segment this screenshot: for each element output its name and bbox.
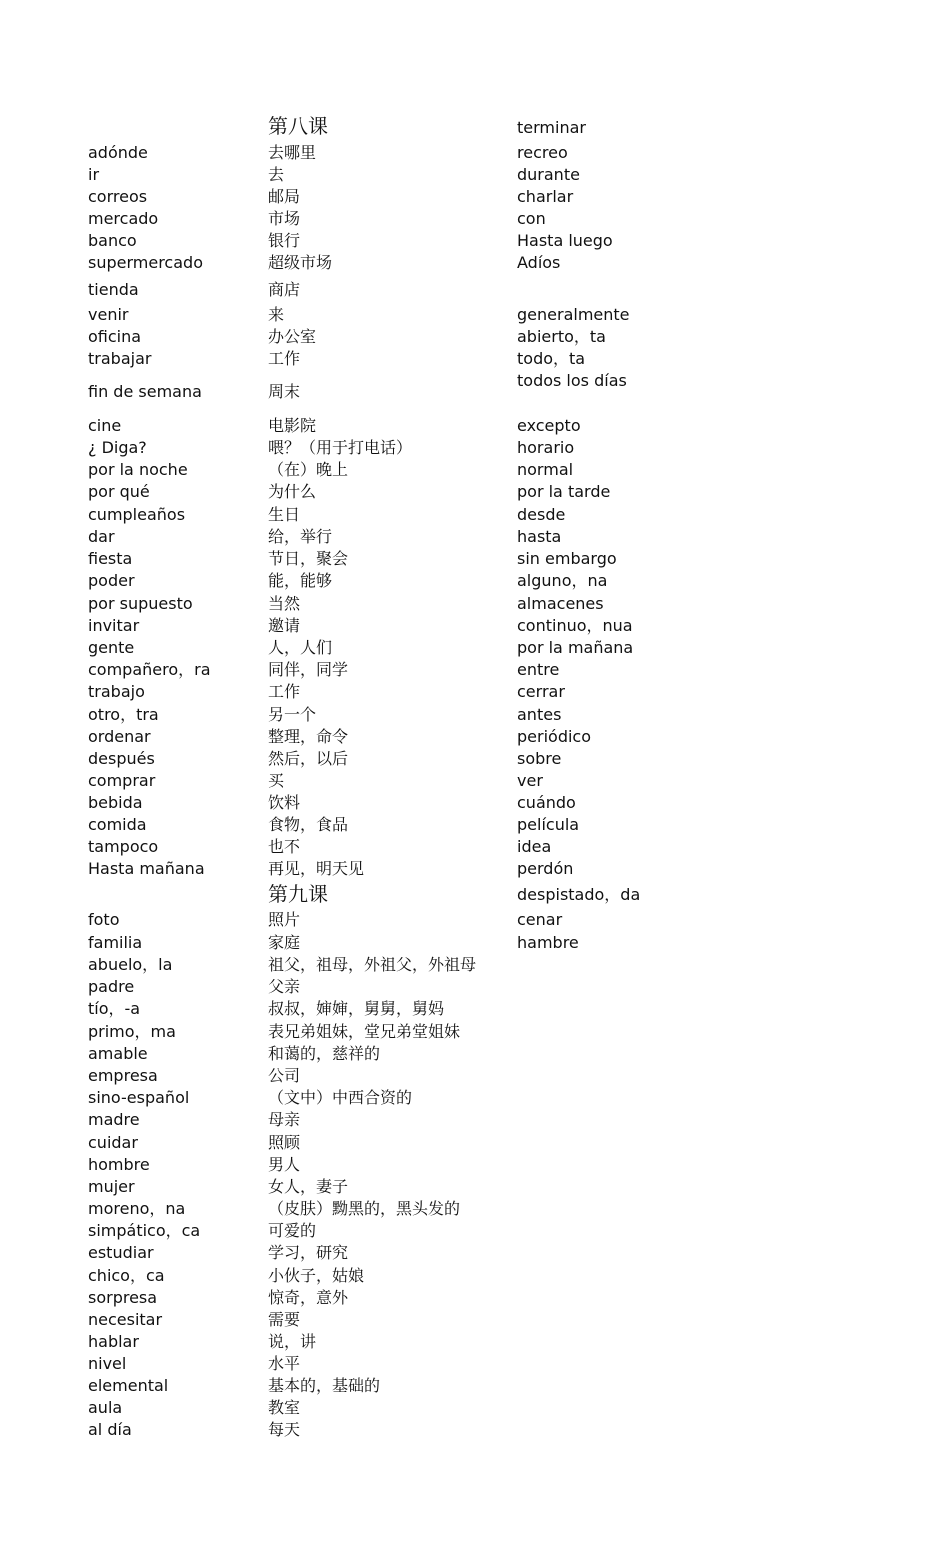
spanish-word: madre [88, 1110, 140, 1129]
spanish-word: alguno，na [517, 571, 608, 590]
spanish-word: supermercado [88, 253, 203, 272]
spanish-word: cuidar [88, 1133, 138, 1152]
chinese-translation: 父亲 [268, 977, 301, 996]
chinese-translation: 工作 [268, 682, 301, 701]
spanish-word: hambre [517, 933, 579, 952]
spanish-word: abuelo，la [88, 955, 173, 974]
spanish-word: simpático，ca [88, 1221, 201, 1240]
spanish-word: estudiar [88, 1243, 154, 1262]
spanish-word: gente [88, 638, 135, 657]
spanish-word: cine [88, 416, 122, 435]
spanish-word: sorpresa [88, 1288, 158, 1307]
chinese-translation: 母亲 [268, 1110, 301, 1129]
spanish-word: almacenes [517, 594, 604, 613]
chinese-translation: 公司 [268, 1066, 301, 1085]
spanish-word: moreno，na [88, 1199, 186, 1218]
spanish-word: elemental [88, 1376, 169, 1395]
spanish-word: excepto [517, 416, 581, 435]
spanish-word: perdón [517, 859, 574, 878]
spanish-word: hasta [517, 527, 562, 546]
spanish-word: antes [517, 705, 562, 724]
chinese-translation: 饮料 [268, 793, 301, 812]
spanish-word: ¿ Diga? [88, 438, 147, 457]
spanish-word: charlar [517, 187, 574, 206]
spanish-word: tampoco [88, 837, 159, 856]
chinese-translation: 食物，食品 [268, 815, 349, 834]
spanish-word: por qué [88, 482, 150, 501]
chinese-translation: 惊奇，意外 [268, 1288, 349, 1307]
chinese-translation: （皮肤）黝黑的，黑头发的 [268, 1199, 461, 1218]
spanish-word: por supuesto [88, 594, 193, 613]
spanish-word: todos los días [517, 371, 627, 390]
lesson-9-heading: 第九课 [268, 882, 328, 906]
spanish-word: sin embargo [517, 549, 617, 568]
spanish-word: padre [88, 977, 135, 996]
spanish-word: todo，ta [517, 349, 586, 368]
spanish-word: otro，tra [88, 705, 159, 724]
spanish-word: mujer [88, 1177, 135, 1196]
chinese-translation: 为什么 [268, 482, 317, 501]
chinese-translation: 照顾 [268, 1133, 301, 1152]
chinese-translation: 祖父，祖母，外祖父，外祖母 [268, 955, 477, 974]
chinese-translation: 去哪里 [268, 143, 317, 162]
spanish-word: chico，ca [88, 1266, 165, 1285]
spanish-word: oficina [88, 327, 142, 346]
spanish-word: amable [88, 1044, 148, 1063]
spanish-word: bebida [88, 793, 143, 812]
spanish-word: al día [88, 1420, 132, 1439]
spanish-word: tío，-a [88, 999, 141, 1018]
spanish-word: Hasta luego [517, 231, 613, 250]
spanish-word: cenar [517, 910, 563, 929]
spanish-word: cuándo [517, 793, 576, 812]
spanish-word: tienda [88, 280, 139, 299]
spanish-word: Adíos [517, 253, 561, 272]
chinese-translation: 表兄弟姐妹，堂兄弟堂姐妹 [268, 1022, 461, 1041]
spanish-word: despistado，da [517, 885, 641, 904]
chinese-translation: 能，能够 [268, 571, 333, 590]
chinese-translation: 另一个 [268, 705, 317, 724]
spanish-word: después [88, 749, 155, 768]
chinese-translation: 市场 [268, 209, 301, 228]
spanish-word: por la tarde [517, 482, 611, 501]
spanish-word: trabajo [88, 682, 145, 701]
spanish-word: sobre [517, 749, 562, 768]
spanish-word: entre [517, 660, 560, 679]
spanish-word: mercado [88, 209, 159, 228]
spanish-word: terminar [517, 118, 586, 137]
chinese-translation: 去 [268, 165, 285, 184]
chinese-translation: 照片 [268, 910, 301, 929]
chinese-translation: 生日 [268, 505, 301, 524]
chinese-translation: 当然 [268, 594, 301, 613]
spanish-word: fiesta [88, 549, 133, 568]
chinese-translation: 来 [268, 305, 285, 324]
spanish-word: primo，ma [88, 1022, 176, 1041]
spanish-word: venir [88, 305, 129, 324]
spanish-word: abierto，ta [517, 327, 606, 346]
chinese-translation: 女人，妻子 [268, 1177, 349, 1196]
spanish-word: por la mañana [517, 638, 634, 657]
spanish-word: adónde [88, 143, 148, 162]
spanish-word: desde [517, 505, 566, 524]
chinese-translation: 喂？（用于打电话） [268, 438, 413, 457]
chinese-translation: 需要 [268, 1310, 301, 1329]
chinese-translation: 家庭 [268, 933, 301, 952]
spanish-word: correos [88, 187, 148, 206]
chinese-translation: 买 [268, 771, 285, 790]
spanish-word: idea [517, 837, 552, 856]
chinese-translation: 给，举行 [268, 527, 333, 546]
chinese-translation: 商店 [268, 280, 301, 299]
chinese-translation: 基本的，基础的 [268, 1376, 381, 1395]
spanish-word: ir [88, 165, 100, 184]
chinese-translation: 办公室 [268, 327, 317, 346]
spanish-word: horario [517, 438, 575, 457]
chinese-translation: 再见，明天见 [268, 859, 365, 878]
chinese-translation: 邀请 [268, 616, 301, 635]
spanish-word: recreo [517, 143, 568, 162]
chinese-translation: 学习，研究 [268, 1243, 349, 1262]
chinese-translation: 叔叔，婶婶，舅舅，舅妈 [268, 999, 445, 1018]
chinese-translation: 节日，聚会 [268, 549, 349, 568]
chinese-translation: 小伙子，姑娘 [268, 1266, 365, 1285]
chinese-translation: 银行 [268, 231, 301, 250]
spanish-word: ver [517, 771, 543, 790]
spanish-word: película [517, 815, 580, 834]
chinese-translation: 电影院 [268, 416, 317, 435]
spanish-word: aula [88, 1398, 123, 1417]
spanish-word: trabajar [88, 349, 152, 368]
chinese-translation: 说，讲 [268, 1332, 317, 1351]
spanish-word: empresa [88, 1066, 158, 1085]
spanish-word: hombre [88, 1155, 150, 1174]
chinese-translation: 也不 [268, 837, 301, 856]
chinese-translation: 同伴，同学 [268, 660, 349, 679]
chinese-translation: 每天 [268, 1420, 301, 1439]
chinese-translation: （在）晚上 [268, 460, 349, 479]
spanish-word: generalmente [517, 305, 630, 324]
chinese-translation: 超级市场 [268, 253, 333, 272]
chinese-translation: 和蔼的，慈祥的 [268, 1044, 381, 1063]
spanish-word: ordenar [88, 727, 151, 746]
spanish-word: Hasta mañana [88, 859, 205, 878]
spanish-word: hablar [88, 1332, 139, 1351]
chinese-translation: （文中）中西合资的 [268, 1088, 413, 1107]
spanish-word: durante [517, 165, 580, 184]
spanish-word: dar [88, 527, 115, 546]
spanish-word: fin de semana [88, 382, 202, 401]
spanish-word: necesitar [88, 1310, 163, 1329]
spanish-word: comida [88, 815, 147, 834]
spanish-word: sino-español [88, 1088, 190, 1107]
spanish-word: comprar [88, 771, 156, 790]
spanish-word: normal [517, 460, 574, 479]
spanish-word: familia [88, 933, 143, 952]
chinese-translation: 周末 [268, 382, 301, 401]
chinese-translation: 教室 [268, 1398, 301, 1417]
chinese-translation: 可爱的 [268, 1221, 317, 1240]
spanish-word: cumpleaños [88, 505, 186, 524]
chinese-translation: 邮局 [268, 187, 301, 206]
chinese-translation: 工作 [268, 349, 301, 368]
spanish-word: continuo，nua [517, 616, 633, 635]
spanish-word: invitar [88, 616, 140, 635]
spanish-word: cerrar [517, 682, 565, 701]
chinese-translation: 整理，命令 [268, 727, 349, 746]
chinese-translation: 然后，以后 [268, 749, 349, 768]
spanish-word: nivel [88, 1354, 127, 1373]
lesson-8-heading: 第八课 [268, 114, 328, 138]
chinese-translation: 男人 [268, 1155, 301, 1174]
spanish-word: banco [88, 231, 137, 250]
chinese-translation: 人，人们 [268, 638, 333, 657]
spanish-word: por la noche [88, 460, 188, 479]
spanish-word: compañero，ra [88, 660, 211, 679]
spanish-word: foto [88, 910, 120, 929]
chinese-translation: 水平 [268, 1354, 301, 1373]
spanish-word: periódico [517, 727, 591, 746]
spanish-word: con [517, 209, 546, 228]
spanish-word: poder [88, 571, 135, 590]
